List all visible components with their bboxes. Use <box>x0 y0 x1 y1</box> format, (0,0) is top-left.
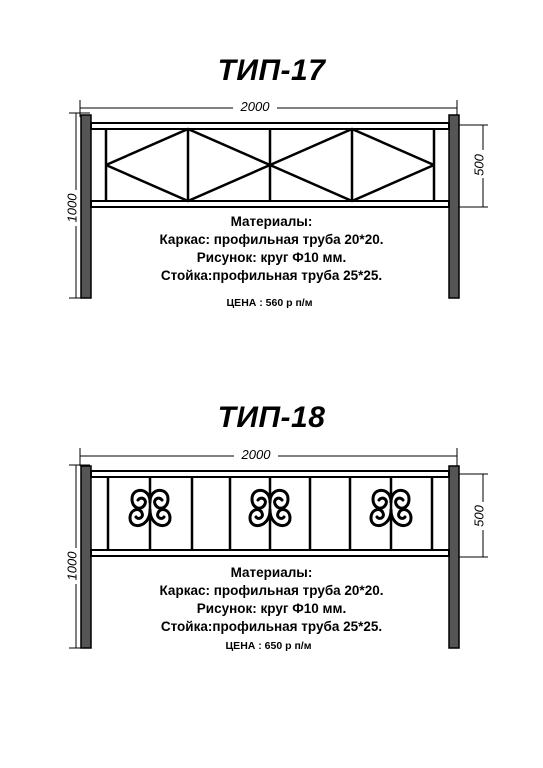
height-label: 1000 <box>64 551 80 581</box>
width-label: 2000 <box>240 99 270 114</box>
price-tip-17: ЦЕНА : 560 р п/м <box>226 297 313 309</box>
materials-frame: Каркас: профильная труба 20*20. <box>159 232 384 247</box>
fence-title-tip-17: ТИП-17 <box>217 54 326 87</box>
materials-heading: Материалы: <box>230 214 313 229</box>
materials-block-tip-17 <box>0 213 543 285</box>
top-rail <box>91 123 449 129</box>
width-dimension <box>80 447 457 466</box>
materials-heading: Материалы: <box>230 565 313 580</box>
materials-block-tip-18 <box>0 564 543 636</box>
fence-title-tip-18: ТИП-18 <box>217 401 326 434</box>
materials-pattern: Рисунок: круг Ф10 мм. <box>196 601 347 616</box>
bottom-rail <box>91 201 449 207</box>
height-label: 1000 <box>64 193 80 223</box>
panel-height-label: 500 <box>471 154 487 176</box>
panel-height-dimension <box>455 474 488 557</box>
materials-pattern: Рисунок: круг Ф10 мм. <box>196 250 347 265</box>
price-tip-18: ЦЕНА : 650 р п/м <box>225 640 312 652</box>
width-dimension <box>80 99 457 117</box>
scroll-ornament-right <box>371 477 411 550</box>
panel-height-dimension <box>455 125 488 207</box>
scroll-ornament-center <box>250 477 290 550</box>
materials-post: Стойка:профильная труба 25*25. <box>160 268 383 283</box>
width-label: 2000 <box>241 447 271 462</box>
bottom-rail <box>91 550 449 556</box>
materials-frame: Каркас: профильная труба 20*20. <box>159 583 384 598</box>
top-rail <box>91 471 449 477</box>
panel-height-label: 500 <box>471 505 487 527</box>
scroll-ornament-left <box>130 477 170 550</box>
materials-post: Стойка:профильная труба 25*25. <box>160 619 383 634</box>
